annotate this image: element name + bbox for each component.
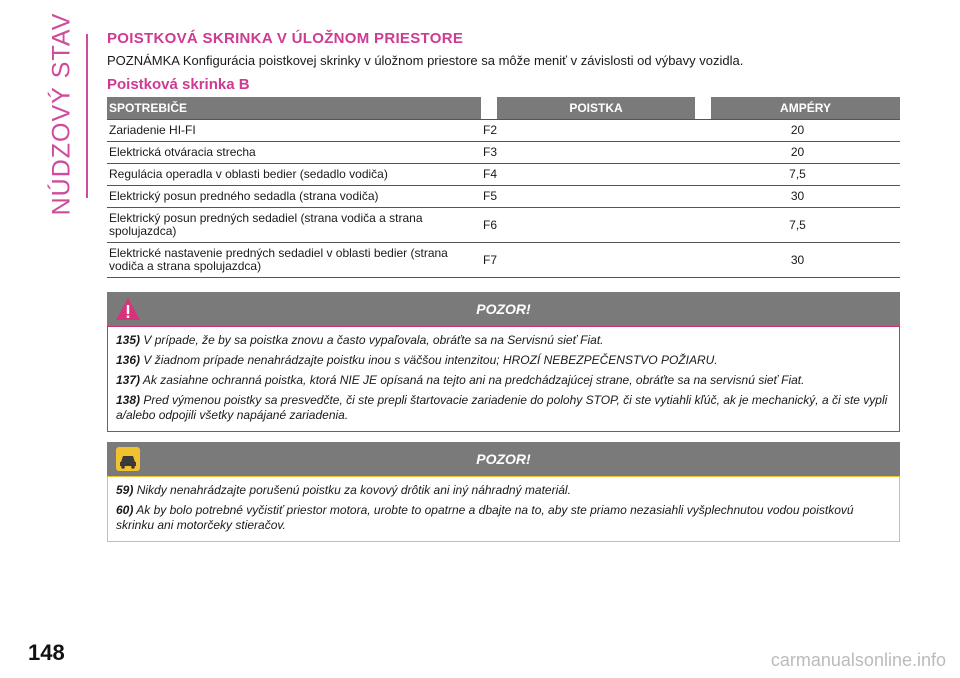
warning-header: [107, 442, 900, 476]
configuration-note: POZNÁMKA Konfigurácia poistkovej skrinky v úložnom priestore sa môže meniť v závislosti od výbavy vozidla.: [107, 53, 744, 68]
fuse-cell: F7: [481, 243, 695, 278]
warning-item: 59) Nikdy nenahrádzajte porušenú poistku za kovový drôtik ani iný náhradný materiál.: [116, 483, 571, 497]
header-amperes: AMPÉRY: [711, 97, 900, 120]
page-number: 148: [28, 640, 65, 665]
section-heading: POISTKOVÁ SKRINKA V ÚLOŽNOM PRIESTORE: [107, 30, 464, 47]
warning-item: 137) Ak zasiahne ochranná poistka, ktorá NIE JE opísaná na tejto ani na predchádzajúcej strane, obráťte sa na servisnú sieť Fiat.: [116, 373, 805, 387]
warning-item: 135) V prípade, že by sa poistka znovu a často vypaľovala, obráťte sa na Servisnú sieť Fiat.: [116, 333, 604, 347]
side-chapter-title: NÚDZOVÝ STAV: [47, 12, 76, 216]
table-row: [107, 164, 900, 186]
table-row: [107, 243, 900, 278]
fuse-cell: F4: [481, 164, 695, 186]
consumer-cell: Elektrická otváracia strecha: [107, 142, 481, 164]
fuse-cell: F3: [481, 142, 695, 164]
amperes-cell: 30: [695, 186, 900, 208]
warning-box-red: [107, 292, 900, 432]
warning-body: [107, 476, 900, 542]
amperes-cell: 20: [695, 120, 900, 142]
side-divider: [86, 34, 88, 198]
warning-box-yellow: [107, 442, 900, 542]
watermark: carmanualsonline.info: [770, 650, 946, 670]
warning-title: POZOR!: [476, 301, 531, 317]
fuse-cell: F5: [481, 186, 695, 208]
warning-item: 136) V žiadnom prípade nenahrádzajte poistku inou s väčšou intenzitou; HROZÍ NEBEZPEČENSTVO POŽIARU.: [116, 353, 718, 367]
main-content: [107, 30, 900, 542]
warning-title: POZOR!: [476, 451, 531, 467]
fuse-cell: F6: [481, 208, 695, 243]
amperes-cell: 30: [695, 243, 900, 278]
consumer-cell: Elektrické nastavenie predných sedadiel v oblasti bedier (strana vodiča a strana spolujazdca): [107, 243, 481, 278]
warning-header: [107, 292, 900, 326]
table-row: [107, 120, 900, 142]
table-row: [107, 186, 900, 208]
subsection-heading: Poistková skrinka B: [107, 76, 250, 93]
header-consumers: SPOTREBIČE: [107, 97, 481, 120]
consumer-cell: Zariadenie HI-FI: [107, 120, 481, 142]
fuse-table-header: [107, 97, 900, 120]
fuse-table: [107, 97, 900, 278]
red-warning-triangle-icon: [115, 296, 141, 322]
consumer-cell: Regulácia operadla v oblasti bedier (sedadlo vodiča): [107, 164, 481, 186]
header-fuse: POISTKA: [497, 97, 695, 120]
table-row: [107, 142, 900, 164]
amperes-cell: 7,5: [695, 208, 900, 243]
amperes-cell: 20: [695, 142, 900, 164]
consumer-cell: Elektrický posun predných sedadiel (strana vodiča a strana spolujazdca): [107, 208, 481, 243]
warning-item: 60) Ak by bolo potrebné vyčistiť priestor motora, urobte to opatrne a dbajte na to, aby ste priamo nezasiahli vyšplechnutou vodou poistkovú skrinku ani motorčeky stieračov.: [116, 503, 854, 532]
table-row: [107, 208, 900, 243]
fuse-cell: F2: [481, 120, 695, 142]
yellow-car-warning-icon: [115, 446, 141, 472]
warning-item: 138) Pred výmenou poistky sa presvedčte, či ste prepli štartovacie zariadenie do polohy STOP, či ste vytiahli kľúč, ak je mechanický, a či ste vypli a/alebo odpojili všetky napájané zariadenia.: [116, 393, 888, 422]
consumer-cell: Elektrický posun predného sedadla (strana vodiča): [107, 186, 481, 208]
amperes-cell: 7,5: [695, 164, 900, 186]
warning-body: [107, 326, 900, 432]
